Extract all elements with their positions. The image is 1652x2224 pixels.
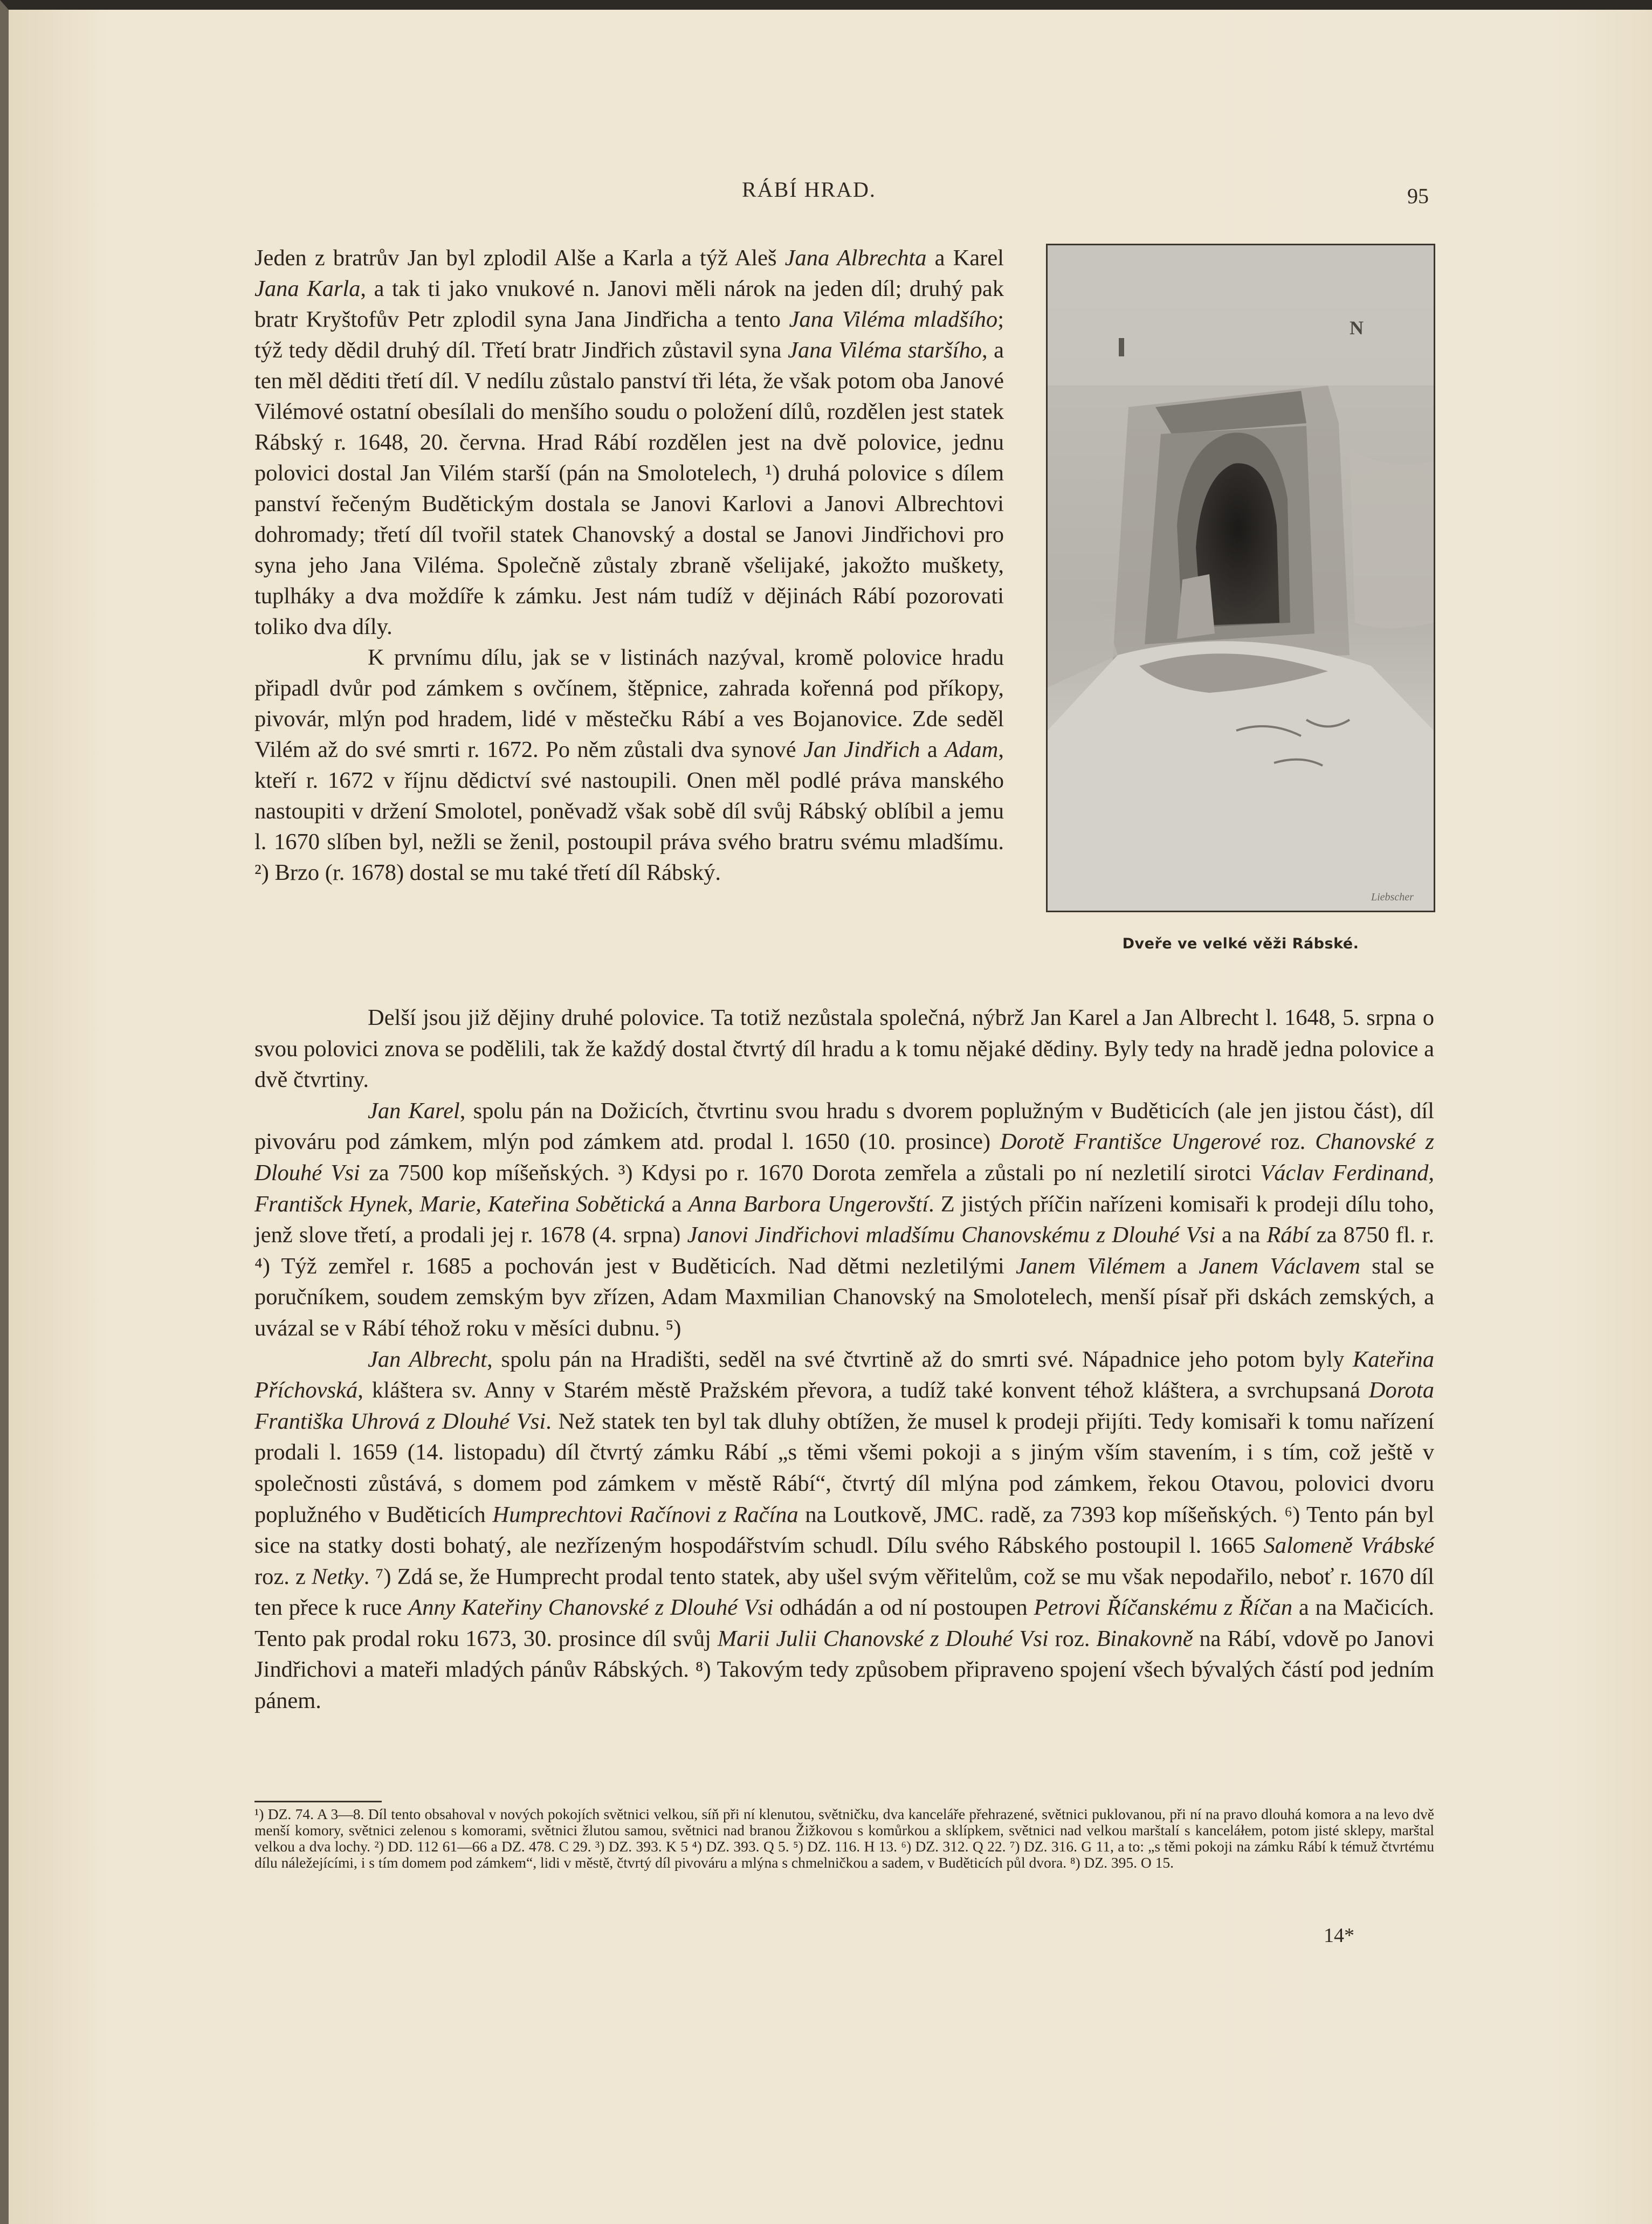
letter-n: N [1350, 317, 1364, 339]
paragraph: Jan Karel, spolu pán na Dožicích, čtvrtinu svou hradu s dvorem poplužným v Buděticích (ale jen jistou část), díl pivováru pod zámkem, mlýn pod zámkem atd. prodal l. 1650 (10. prosince) Dorotě Františce Ungerové roz. Chanovské z Dlouhé Vsi za 7500 kop míšeňských. ³) Kdysi po r. 1670 Dorota zemřela a zůstali po ní nezletilí sirotci Václav Ferdinand, Františck Hynek, Marie, Kateřina Sobětická a Anna Barbora Ungerovští. Z jistých příčin nařízeni komisaři k prodeji dílu toho, jenž slove třetí, a prodali jej r. 1678 (4. srpna) Janovi Jindřichovi mladšímu Chanovskému z Dlouhé Vsi a na Rábí za 8750 fl. r. ⁴) Týž zemřel r. 1685 a pochován jest v Buděticích. Nad dětmi nezletilými Janem Vilémem a Janem Václavem stal se poručníkem, soudem zemským byv zřízen, Adam Maxmilian Chanovský na Smolotelech, menší písař při dskách zemských, a uvázal se v Rábí téhož roku v měsíci dubnu. ⁵) [254, 1098, 1434, 1341]
footnote-rule [254, 1801, 382, 1802]
artist-signature: Liebscher [1371, 891, 1414, 903]
running-head: RÁBÍ HRAD. [742, 177, 876, 202]
paragraph: Delší jsou již dějiny druhé polovice. Ta totiž nezůstala společná, nýbrž Jan Karel a Jan Albrecht l. 1648, 5. srpna o svou polovici znova se podělili, tak že každý dostal čtvrtý díl hradu a k tomu nějaké dědiny. Byly tedy na hradě jedna polovice a dvě čtvrtiny. [254, 1005, 1434, 1093]
signature-mark: 14* [1324, 1924, 1354, 1947]
footnotes: ¹) DZ. 74. A 3—8. Díl tento obsahoval v nových pokojích světnici velkou, síň při ní klenutou, světničku, dva kanceláře přehrazené, světnici puklovanou, při ní na pravo dlouhá komora a na levo dvě menší komory, světnici zelenou s komorami, světnici žlutou samou, světnici nad branou Žižkovou s komůrkou a sklípkem, světnici nad velkou marštalí s kanceláłem, potom jisté sklepy, marštal velkou a dva lochy. ²) DD. 112 61—66 a DZ. 478. C 29. ³) DZ. 393. K 5 ⁴) DZ. 393. Q 5. ⁵) DZ. 116. H 13. ⁶) DZ. 312. Q 22. ⁷) DZ. 316. G 11, a to: „s těmi pokoji na zámku Rábí k témuž čtvrtému dílu náležejícími, i s tím domem pod zámkem“, lidi v městě, čtvrtý díl pivováru a mlýna s chmelničkou a sadem, v Buděticích půl dvora. ⁸) DZ. 395. O 15. [254, 1806, 1434, 1871]
column-text [254, 243, 1004, 888]
paragraph: K prvnímu dílu, jak se v listinách nazýval, kromě polovice hradu připadl dvůr pod zámkem s ovčínem, štěpnice, zahrada kořenná pod příkopy, pivovár, mlýn pod hradem, lidé v městečku Rábí a ves Bojanovice. Zde seděl Vilém až do své smrti r. 1672. Po něm zůstali dva synové Jan Jindřich a Adam, kteří r. 1672 v říjnu dědictví své nastoupili. Onen měl podlé práva manského nastoupiti v držení Smolotel, poněvadž však sobě díl svůj Rábský oblíbil a jemu l. 1670 slíben byl, nežli se ženil, postoupil práva svého bratru svému mladšímu. ²) Brzo (r. 1678) dostal se mu také třetí díl Rábský. [254, 645, 1004, 885]
paragraph: Jeden z bratrův Jan byl zplodil Alše a Karla a týž Aleš Jana Albrechta a Karel Jana Karla, a tak ti jako vnukové n. Janovi měli nárok na jeden díl; druhý pak bratr Kryštofův Petr zplodil syna Jana Jindřicha a tento Jana Viléma mladšího; týž tedy dědil druhý díl. Třetí bratr Jindřich zůstavil syna Jana Viléma staršího, a ten měl děditi třetí díl. V nedílu zůstalo panství tři léta, že však potom oba Janové Vilémové ostatní obesílali do menšího soudu o položení dílů, rozdělen jest statek Rábský r. 1648, 20. června. Hrad Rábí rozdělen jest na dvě polovice, jednu polovici dostal Jan Vilém starší (pán na Smolotelech, ¹) druhá polovice s dílem panství řečeným Budětickým dostala se Janovi Karlovi a Janovi Albrechtovi dohromady; třetí díl tvořil statek Chanovský a dostal se Janovi Jindřichovi pro syna jeho Jana Viléma. Společně zůstaly zbraně všelijaké, jakožto muškety, tuplháky a dva moždíře k zámku. Jest nám tudíž v dějinách Rábí pozorovati toliko dva díly. [254, 245, 1004, 639]
page-number: 95 [1407, 184, 1429, 208]
body-text [254, 1002, 1434, 1717]
figure-caption: Dveře ve velké věži Rábské. [1122, 935, 1359, 952]
paragraph: Jan Albrecht, spolu pán na Hradišti, seděl na své čtvrtině až do smrti své. Nápadnice jeho potom byly Kateřina Příchovská, kláštera sv. Anny v Starém městě Pražském převora, a tudíž také konvent téhož kláštera, a svrchupsaná Dorota Františka Uhrová z Dlouhé Vsi. Než statek ten byl tak dluhy obtížen, že musel k prodeji přijíti. Tedy komisaři k tomu nařízení prodali l. 1659 (14. listopadu) díl čtvrtý zámku Rábí „s těmi všemi pokoji a s jiným vším stavením, i s tím, což ještě v společnosti zůstává, s domem pod zámkem v městě Rábí“, čtvrtý díl mlýna pod zámkem, řekou Otavou, polovici dvoru poplužného v Buděticích Humprechtovi Račínovi z Račína na Loutkově, JMC. radě, za 7393 kop míšeňských. ⁶) Tento pán byl sice na statky dosti bohatý, ale nezřízeným hospodářstvím schudl. Dílu svého Rábského postoupil l. 1665 Salomeně Vrábské roz. z Netky. ⁷) Zdá se, že Humprecht prodal tento statek, aby ušel svým věřitelům, což se mu však nepodařilo, neboť r. 1670 díl ten přece k ruce Anny Kateřiny Chanovské z Dlouhé Vsi odhádán a od ní postoupen Petrovi Říčanskému z Říčan a na Mačicích. Tento pak prodal roku 1673, 30. prosince díl svůj Marii Julii Chanovské z Dlouhé Vsi roz. Binakovně na Rábí, vdově po Janovi Jindřichovi a mateři mladých pánův Rábských. ⁸) Takovým tedy způsobem připraveno spojení všech bývalých částí pod jedním pánem. [254, 1346, 1435, 1714]
doorway-illustration [1046, 244, 1435, 912]
